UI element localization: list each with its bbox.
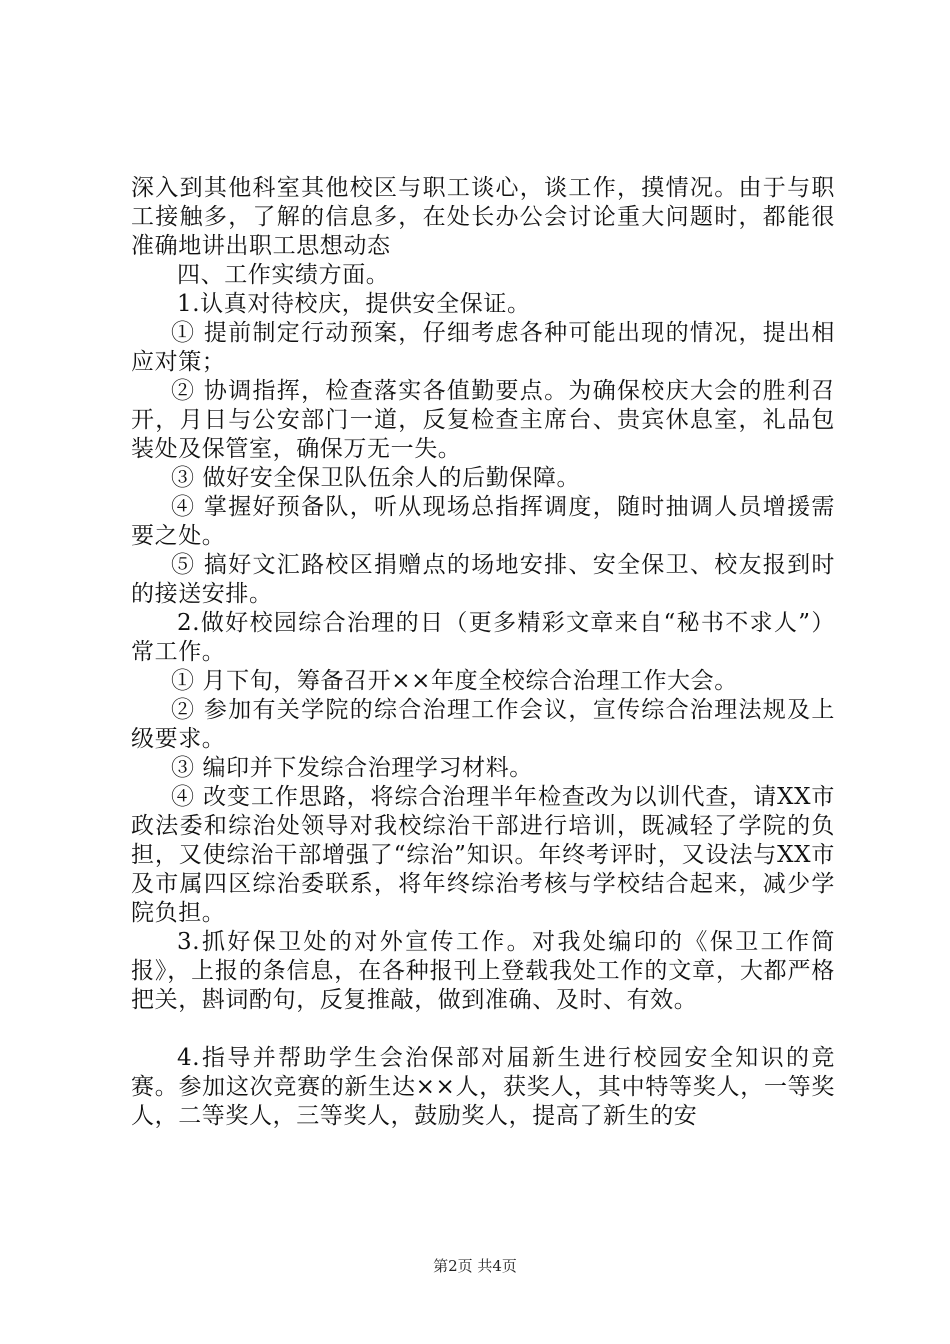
list-item: ② 参加有关学院的综合治理工作会议，宣传综合治理法规及上级要求。 — [131, 697, 835, 752]
item-heading-1: 1.认真对待校庆，提供安全保证。 — [177, 291, 531, 317]
list-item: ⑤ 搞好文汇路校区捐赠点的场地安排、安全保卫、校友报到时的接送安排。 — [131, 552, 835, 607]
list-item: ③ 编印并下发综合治理学习材料。 — [171, 755, 533, 781]
paragraph-intro: 深入到其他科室其他校区与职工谈心，谈工作，摸情况。由于与职工接触多，了解的信息多，在处长办公会讨论重大问题时，都能很准确地讲出职工思想动态 — [131, 175, 835, 259]
list-item: ④ 改变工作思路，将综合治理半年检查改为以训代查，请XX市政法委和综治处领导对我校综治干部进行培训，既减轻了学院的负担，又使综治干部增强了“综治”知识。年终考评时，又设法与XX市及市属四区综治委联系，将年终综治考核与学校结合起来，减少学院负担。 — [131, 784, 835, 926]
item-heading-3: 3.抓好保卫处的对外宣传工作。对我处编印的《保卫工作简报》，上报的条信息，在各种报刊上登载我处工作的文章，大都严格把关，斟词酌句，反复推敲，做到准确、及时、有效。 — [131, 929, 835, 1013]
list-item: ① 月下旬，筹备召开××年度全校综合治理工作大会。 — [171, 668, 738, 694]
section-heading: 四、工作实绩方面。 — [177, 262, 390, 288]
list-item: ② 协调指挥，检查落实各值勤要点。为确保校庆大会的胜利召开，月日与公安部门一道，反复检查主席台、贵宾休息室，礼品包装处及保管室，确保万无一失。 — [131, 378, 835, 462]
item-heading-2: 2.做好校园综合治理的日（更多精彩文章来自“秘书不求人”）常工作。 — [131, 610, 835, 665]
list-item: ① 提前制定行动预案，仔细考虑各种可能出现的情况，提出相应对策； — [131, 320, 835, 375]
page-footer: 第2页 共4页 — [433, 1257, 517, 1275]
list-item: ④ 掌握好预备队，听从现场总指挥调度，随时抽调人员增援需要之处。 — [131, 494, 835, 549]
document-body — [131, 174, 835, 1131]
item-heading-4: 4.指导并帮助学生会治保部对届新生进行校园安全知识的竞赛。参加这次竞赛的新生达××人，获奖人，其中特等奖人，一等奖人，二等奖人，三等奖人，鼓励奖人，提高了新生的安 — [131, 1045, 835, 1129]
list-item: ③ 做好安全保卫队伍余人的后勤保障。 — [171, 465, 581, 491]
